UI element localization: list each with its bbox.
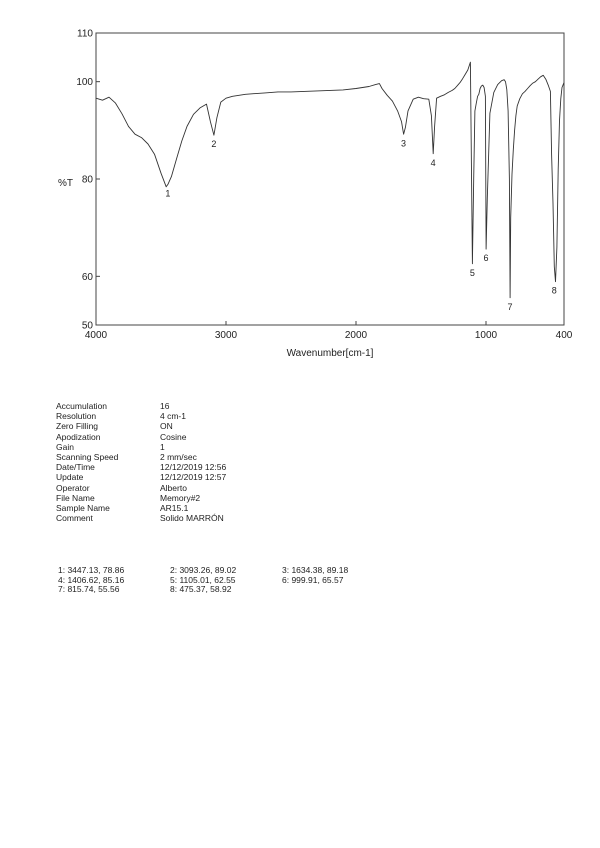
param-value: Alberto — [160, 482, 187, 493]
peak-label-1: 1 — [165, 188, 171, 199]
param-row — [56, 503, 226, 513]
param-row — [56, 472, 226, 482]
param-value: Solido MARRÓN — [160, 513, 224, 524]
param-key: File Name — [56, 492, 95, 503]
param-key: Resolution — [56, 411, 97, 422]
param-row — [56, 432, 226, 442]
param-row — [56, 462, 226, 472]
peak-label-5: 5 — [469, 267, 475, 278]
param-key: Zero Filling — [56, 421, 99, 432]
peak-label-7: 7 — [507, 301, 513, 312]
peak-table — [58, 566, 402, 595]
param-value: Cosine — [160, 431, 187, 442]
peak-entry: 1: 3447.13, 78.86 — [58, 565, 125, 575]
param-key: Scanning Speed — [56, 452, 119, 463]
param-value: 1 — [160, 441, 165, 452]
param-value: Memory#2 — [160, 492, 201, 503]
y-tick-label: 80 — [81, 174, 93, 186]
param-value: AR15.1 — [160, 503, 189, 514]
param-value: 12/12/2019 12:57 — [160, 472, 227, 483]
peak-entry: 2: 3093.26, 89.02 — [170, 565, 237, 575]
param-key: Operator — [56, 482, 90, 493]
peak-entry: 5: 1105.01, 62.55 — [170, 574, 236, 585]
y-tick-label: 100 — [76, 77, 93, 89]
ir-spectrum-chart — [0, 0, 600, 370]
peak-labels — [165, 138, 556, 312]
x-tick-label: 3000 — [214, 330, 238, 341]
param-row — [56, 452, 226, 462]
peak-entry: 3: 1634.38, 89.18 — [282, 565, 349, 575]
peak-label-8: 8 — [551, 285, 557, 296]
param-row — [56, 401, 226, 411]
plot-frame — [96, 33, 564, 325]
peak-label-2: 2 — [211, 139, 217, 150]
param-key: Sample Name — [56, 503, 110, 514]
y-axis-label: %T — [58, 178, 73, 189]
param-value: 2 mm/sec — [160, 452, 197, 463]
x-tick-label: 400 — [555, 330, 573, 341]
param-value: 4 cm-1 — [160, 411, 186, 422]
peak-label-6: 6 — [483, 253, 489, 264]
spectrum-line — [96, 62, 564, 298]
x-tick-label: 4000 — [84, 330, 108, 341]
y-tick-label: 110 — [77, 28, 93, 40]
param-row — [56, 411, 226, 421]
param-value: 12/12/2019 12:56 — [160, 462, 227, 473]
x-tick-label: 1000 — [474, 330, 498, 341]
param-row — [56, 513, 226, 523]
param-key: Comment — [56, 513, 93, 524]
peak-label-4: 4 — [430, 157, 436, 168]
param-value: ON — [160, 421, 173, 432]
measurement-parameters — [56, 401, 226, 523]
peak-entry: 8: 475.37, 58.92 — [170, 584, 232, 595]
param-row — [56, 483, 226, 493]
x-tick-label: 2000 — [344, 330, 368, 341]
param-row — [56, 442, 226, 452]
param-row — [56, 493, 226, 503]
peak-entry: 7: 815.74, 55.56 — [58, 584, 120, 595]
param-key: Accumulation — [56, 401, 108, 411]
peak-entry: 4: 1406.62, 85.16 — [58, 574, 125, 585]
param-row — [56, 421, 226, 431]
x-axis-ticks — [85, 321, 573, 341]
param-key: Gain — [56, 441, 74, 452]
peak-entry: 6: 999.91, 65.57 — [282, 574, 344, 585]
peak-label-3: 3 — [401, 138, 407, 149]
y-tick-label: 50 — [81, 320, 93, 332]
param-value: 16 — [160, 401, 170, 411]
x-axis-label: Wavenumber[cm-1] — [286, 348, 374, 359]
param-key: Apodization — [56, 431, 101, 442]
y-tick-label: 60 — [81, 271, 93, 283]
param-key: Update — [56, 472, 84, 483]
param-key: Date/Time — [56, 462, 95, 473]
